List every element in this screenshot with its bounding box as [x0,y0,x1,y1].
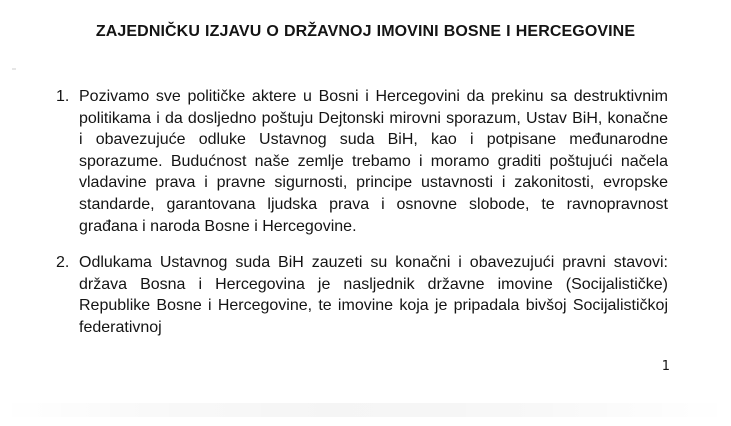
document-title: ZAJEDNIČKU IZJAVU O DRŽAVNOJ IMOVINI BOSNE I HERCEGOVINE [95,23,636,40]
page-number: 1 [661,359,670,374]
scan-footer-smudge [0,403,731,417]
scan-artifact [12,68,16,70]
paragraph-text: Odlukama Ustavnog suda BiH zauzeti su konačni i obavezujući pravni stavovi: država Bosna i Hercegovina je nasljednik državne imovine (Socijalističke) Republike Bosne i Hercegovine, te imovine koja je pripadala bivšoj Socijalističkoj federativnoj [79,254,668,336]
paragraph-number: 1. [56,88,70,105]
paragraph-number: 2. [56,254,70,271]
paragraph-text: Pozivamo sve političke aktere u Bosni i Hercegovini da prekinu sa destruktivnim politikama i da dosljedno poštuju Dejtonski mirovni sporazum, Ustav BiH, konačne i obavezujuće odluke Ustavnog suda BiH, kao i potpisane međunarodne sporazume. Budućnost naše zemlje trebamo i moramo graditi poštujući načela vladavine prava i pravne sigurnosti, principe ustavnosti i zakonitosti, evropske standarde, garantovana ljudska prava i osnovne slobode, te ravnopravnost građana i naroda Bosne i Hercegovine. [79,88,668,235]
